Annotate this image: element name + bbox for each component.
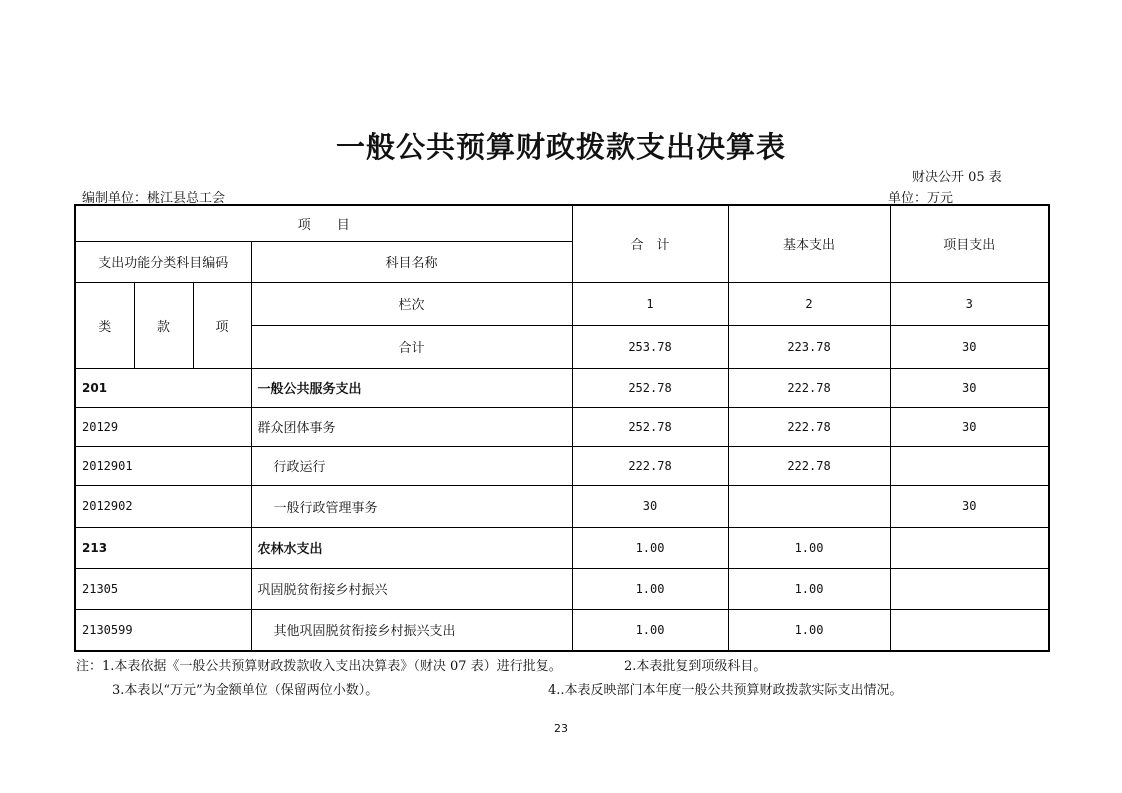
header-subject-name: 科目名称 [251,241,572,282]
header-row-1 [75,205,1049,241]
header-lei: 类 [75,282,134,368]
row-project [890,568,1049,609]
row-name: 一般行政管理事务 [251,485,572,527]
sum-basic: 223.78 [728,325,890,368]
page-number: 23 [554,722,568,735]
note-4: 4..本表反映部门本年度一般公共预算财政拨款实际支出情况。 [548,683,903,698]
table-row [75,609,1049,651]
row-basic: 1.00 [728,568,890,609]
row-code: 21305 [75,568,251,609]
form-number: 财决公开 05 表 [912,170,1002,185]
row-project [890,527,1049,568]
table-row [75,527,1049,568]
column-index-3: 3 [890,282,1049,325]
sum-total: 253.78 [572,325,728,368]
row-project [890,609,1049,651]
row-total: 1.00 [572,609,728,651]
row-code: 213 [75,527,251,568]
row-total: 30 [572,485,728,527]
table-row [75,368,1049,407]
row-total: 1.00 [572,527,728,568]
row-name: 行政运行 [251,446,572,485]
row-name: 巩固脱贫衔接乡村振兴 [251,568,572,609]
page-title: 一般公共预算财政拨款支出决算表 [335,130,786,164]
row-code: 2012902 [75,485,251,527]
expenditure-table [74,204,1050,652]
sum-project: 30 [890,325,1049,368]
header-basic: 基本支出 [728,205,890,282]
row-project: 30 [890,485,1049,527]
header-xiang: 项 [193,282,251,368]
row-project: 30 [890,407,1049,446]
header-total: 合 计 [572,205,728,282]
column-index-row [75,282,1049,325]
header-kuan: 款 [134,282,193,368]
row-basic: 222.78 [728,407,890,446]
row-total: 1.00 [572,568,728,609]
column-index-1: 1 [572,282,728,325]
compiling-unit: 编制单位：桃江县总工会 [82,191,226,206]
note-3: 3.本表以“万元”为金额单位（保留两位小数）。 [112,683,379,698]
column-index-label: 栏次 [251,282,572,325]
row-total: 222.78 [572,446,728,485]
column-index-2: 2 [728,282,890,325]
row-code: 2130599 [75,609,251,651]
row-code: 20129 [75,407,251,446]
row-total: 252.78 [572,407,728,446]
sum-label: 合计 [251,325,572,368]
row-name: 其他巩固脱贫衔接乡村振兴支出 [251,609,572,651]
row-total: 252.78 [572,368,728,407]
row-basic: 1.00 [728,527,890,568]
row-name: 一般公共服务支出 [251,368,572,407]
table-row [75,446,1049,485]
header-project: 项目支出 [890,205,1049,282]
row-project: 30 [890,368,1049,407]
table-row [75,407,1049,446]
row-code: 201 [75,368,251,407]
row-basic: 222.78 [728,368,890,407]
row-basic [728,485,890,527]
row-basic: 222.78 [728,446,890,485]
note-1: 注：1.本表依据《一般公共预算财政拨款收入支出决算表》（财决 07 表）进行批复。 [76,659,562,674]
table-row [75,485,1049,527]
money-unit: 单位：万元 [888,191,954,206]
row-name: 群众团体事务 [251,407,572,446]
row-project [890,446,1049,485]
row-basic: 1.00 [728,609,890,651]
note-2: 2.本表批复到项级科目。 [624,659,767,674]
header-item: 项 目 [75,205,572,241]
table-row [75,568,1049,609]
row-name: 农林水支出 [251,527,572,568]
header-func-code: 支出功能分类科目编码 [75,241,251,282]
row-code: 2012901 [75,446,251,485]
